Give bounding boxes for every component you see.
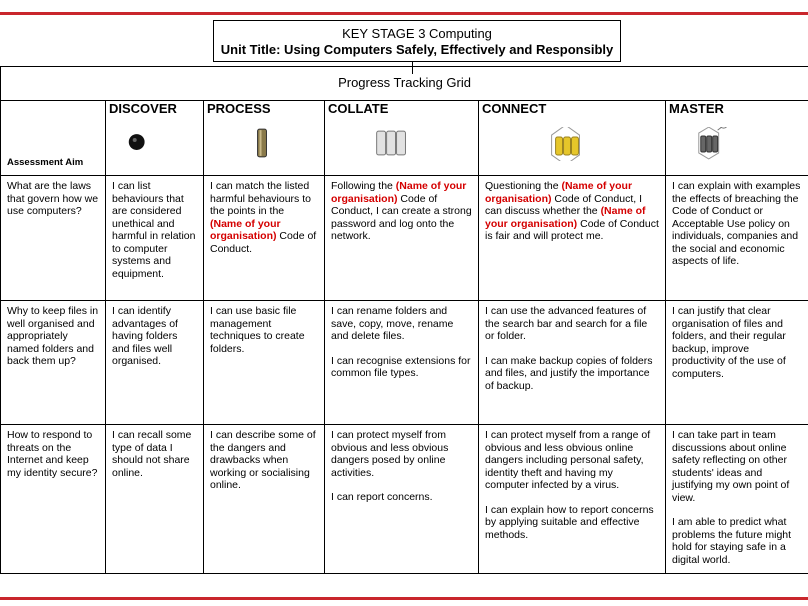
cell-text: Code of Conduct, I can create a strong password and log onto the network. — [331, 192, 472, 242]
top-red-rule — [0, 12, 808, 15]
cell-text: Code of Conduct is fair and will protect me. — [485, 217, 659, 242]
table-row — [1, 425, 808, 574]
discover-cell: I can identify advantages of having folders and files well organised. — [106, 301, 204, 425]
black-dot-icon — [106, 127, 203, 161]
assessment-aim-label: Assessment Aim — [7, 156, 84, 168]
page-title: KEY STAGE 3 Computing — [342, 26, 492, 41]
process-cell: I can use basic file management techniques to create folders. — [204, 301, 325, 425]
organisation-placeholder: (Name of your organisation) — [485, 205, 646, 230]
stage-label-discover: DISCOVER — [109, 101, 177, 116]
cell-text: I can protect myself from obvious and less obvious dangers posed by online activities. — [331, 429, 449, 479]
single-cylinder-icon — [204, 127, 324, 161]
collate-cell — [325, 425, 479, 574]
grid-title: Progress Tracking Grid — [1, 67, 808, 101]
connect-cell — [479, 425, 666, 574]
process-cell — [204, 176, 325, 301]
connect-cell — [479, 301, 666, 425]
master-cell — [666, 425, 808, 574]
collate-cell — [325, 176, 479, 301]
master-cell: I can explain with examples the effects of breaching the Code of Conduct or Acceptable Use policy on individuals, companies and the social and economic aspects of life. — [666, 176, 808, 301]
stage-label-collate: COLLATE — [328, 101, 389, 116]
cell-text: Code of Conduct, I can discuss whether the — [485, 192, 642, 217]
connected-cylinders-icon — [479, 127, 665, 161]
cell-text: I can make backup copies of folders and files, and justify the importance of backup. — [485, 354, 653, 392]
master-cylinders-icon — [666, 127, 808, 161]
cell-text: I can recognise extensions for common file types. — [331, 354, 471, 379]
stage-label-process: PROCESS — [207, 101, 271, 116]
cell-text: I can explain how to report concerns by applying suitable and effective methods. — [485, 503, 654, 541]
bottom-red-rule — [0, 597, 808, 600]
cell-text: Questioning the — [485, 180, 562, 192]
aim-cell: What are the laws that govern how we use computers? — [1, 176, 106, 301]
stage-header-collate — [325, 101, 479, 176]
unit-title: Unit Title: Using Computers Safely, Effectively and Responsibly — [220, 42, 614, 57]
stage-label-master: MASTER — [669, 101, 724, 116]
cell-text: Code of Conduct. — [210, 230, 317, 255]
stage-header-master — [666, 101, 808, 176]
table-row — [1, 301, 808, 425]
cell-text: I am able to predict what problems the future might hold for staying safe in a digital world. — [672, 516, 792, 566]
organisation-placeholder: (Name of your organisation) — [485, 180, 633, 205]
aim-cell: Why to keep files in well organised and appropriately named folders and back them up? — [1, 301, 106, 425]
stage-label-connect: CONNECT — [482, 101, 547, 116]
organisation-placeholder: (Name of your organisation) — [210, 217, 281, 242]
title-box — [213, 20, 621, 62]
discover-cell: I can recall some type of data I should not share online. — [106, 425, 204, 574]
cell-text: I can rename folders and save, copy, move, rename and delete files. — [331, 305, 454, 342]
stage-header-connect — [479, 101, 666, 176]
master-cell: I can justify that clear organisation of files and folders, and their regular backup, improve productivity of the use of computers. — [666, 301, 808, 425]
cell-text: I can take part in team discussions about online safety reflecting on other students' ideas and justifying my own point of view. — [672, 429, 790, 504]
discover-cell: I can list behaviours that are considered unethical and harmful in relation to computer systems and equipment. — [106, 176, 204, 301]
three-cylinders-icon — [325, 127, 478, 161]
cell-text: Following the — [331, 180, 396, 192]
process-cell: I can describe some of the dangers and drawbacks when working or socialising online. — [204, 425, 325, 574]
connect-cell — [479, 176, 666, 301]
assessment-aim-header — [1, 101, 106, 176]
aim-cell: How to respond to threats on the Internet and keep my identity secure? — [1, 425, 106, 574]
stage-header-process — [204, 101, 325, 176]
collate-cell — [325, 301, 479, 425]
cell-text: I can match the listed harmful behaviours to the points in the — [210, 180, 311, 217]
organisation-placeholder: (Name of your organisation) — [331, 180, 467, 205]
progress-tracking-grid — [0, 66, 808, 574]
table-row — [1, 176, 808, 301]
cell-text: I can use the advanced features of the search bar and search for a file or folder. — [485, 305, 648, 342]
stage-header-discover — [106, 101, 204, 176]
cell-text: I can protect myself from a range of obvious and less obvious online dangers including personal safety, identity theft and having my computer infected by a virus. — [485, 429, 651, 491]
cell-text: I can report concerns. — [331, 491, 433, 503]
